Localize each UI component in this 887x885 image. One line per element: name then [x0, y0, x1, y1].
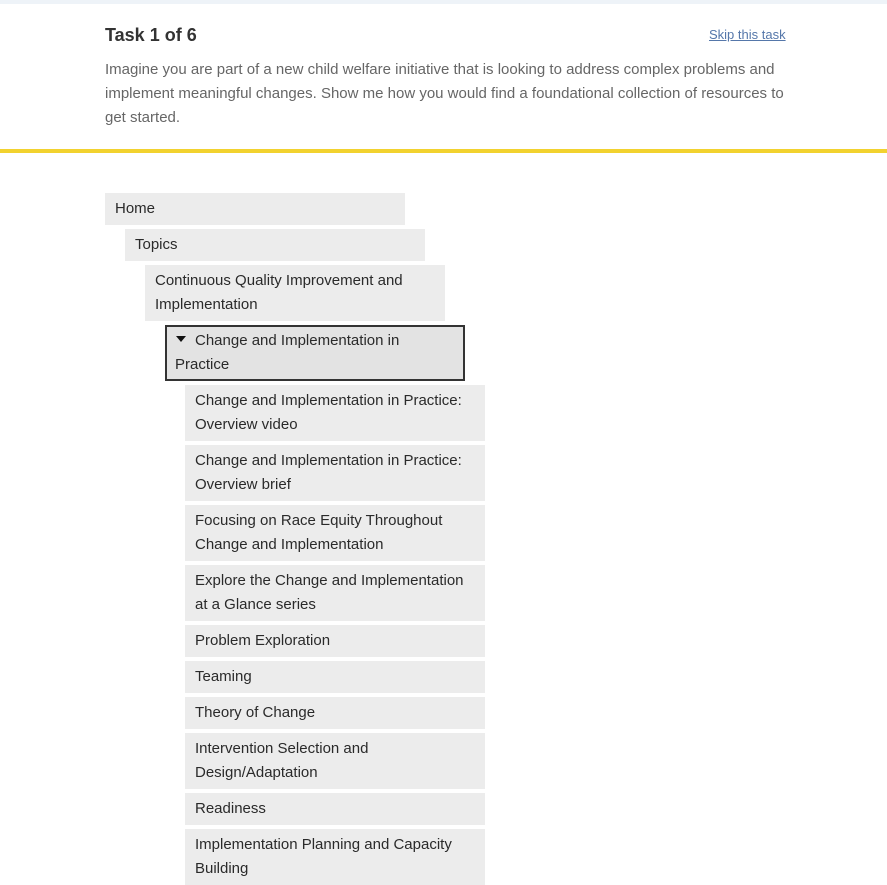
tree-item-cqi[interactable]: Continuous Quality Improvement and Implementation [145, 265, 445, 321]
tree-child-readiness[interactable]: Readiness [185, 793, 485, 825]
task-description: Imagine you are part of a new child welfare initiative that is looking to address complex problems and implement meaningful changes. Show me how you would find a foundational collection of resources to get started. [105, 61, 784, 126]
caret-down-icon [176, 336, 186, 342]
task-title: Task 1 of 6 [105, 25, 197, 45]
tree-child-race-equity[interactable]: Focusing on Race Equity Throughout Change and Implementation [185, 505, 485, 561]
tree-child-overview-video[interactable]: Change and Implementation in Practice: Overview video [185, 385, 485, 441]
tree-item-home[interactable]: Home [105, 193, 405, 225]
tree-child-problem-exploration[interactable]: Problem Exploration [185, 625, 485, 657]
skip-task-link[interactable]: Skip this task [709, 27, 786, 42]
tree-child-intervention-selection[interactable]: Intervention Selection and Design/Adaptation [185, 733, 485, 789]
tree-child-overview-brief[interactable]: Change and Implementation in Practice: Overview brief [185, 445, 485, 501]
tree-child-at-a-glance[interactable]: Explore the Change and Implementation at a Glance series [185, 565, 485, 621]
task-header [0, 4, 887, 153]
tree-child-theory-of-change[interactable]: Theory of Change [185, 697, 485, 729]
tree-child-teaming[interactable]: Teaming [185, 661, 485, 693]
tree-item-label: Change and Implementation in Practice [175, 332, 400, 373]
tree-item-topics[interactable]: Topics [125, 229, 425, 261]
tree-child-implementation-planning[interactable]: Implementation Planning and Capacity Building [185, 829, 485, 885]
tree-item-change-implementation[interactable] [165, 325, 465, 381]
